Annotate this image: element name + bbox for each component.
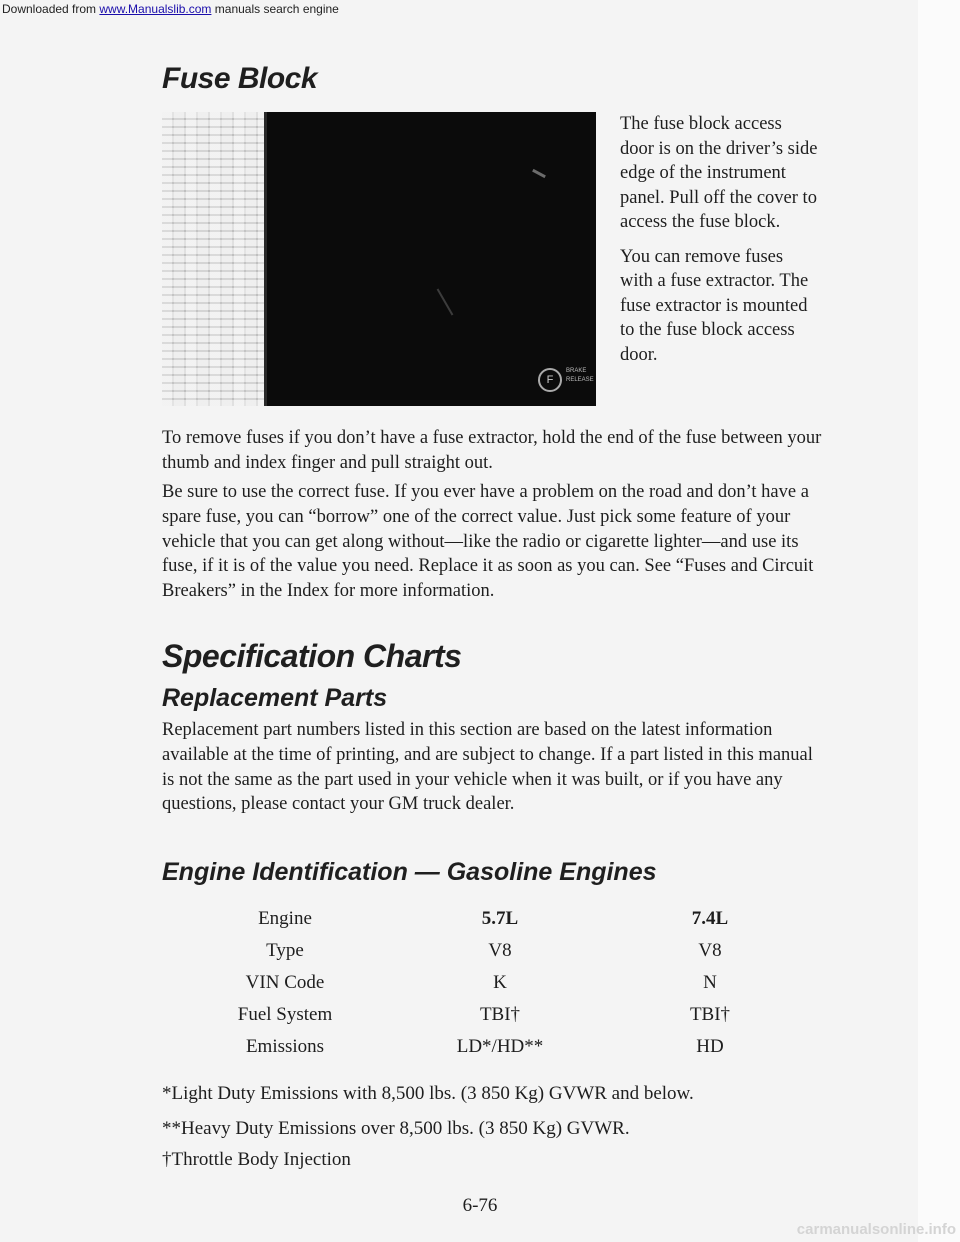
source-link[interactable]: www.Manualslib.com: [99, 2, 212, 16]
table-cell: HD: [696, 1036, 724, 1057]
page-margin: [918, 0, 960, 1242]
replacement-parts-paragraph: Replacement part numbers listed in this section are based on the latest information available at the time of printing, and are subject to change. If a part listed in this manual is not the same as the part used in your vehicle when it was built, or if you have any questions, please contact your GM truck dealer.: [162, 720, 813, 815]
table-cell: 7.4L: [691, 908, 729, 929]
table-row: [220, 967, 770, 999]
footnote-tbi: †Throttle Body Injection: [162, 1149, 351, 1170]
footnote-heavy-duty: **Heavy Duty Emissions over 8,500 lbs. (3 850 Kg) GVWR.: [162, 1118, 630, 1139]
brake-release-label: BRAKE RELEASE: [566, 368, 594, 383]
brake-release-knob-icon: F: [538, 368, 562, 392]
footnote-light-duty: *Light Duty Emissions with 8,500 lbs. (3 850 Kg) GVWR and below.: [162, 1083, 694, 1104]
table-cell: Engine: [258, 908, 312, 929]
table-cell: Fuel System: [237, 1004, 333, 1025]
source-prefix: Downloaded from: [2, 2, 100, 16]
table-cell: TBI†: [689, 1004, 731, 1025]
source-bar: [0, 0, 339, 18]
table-cell: LD*/HD**: [456, 1036, 544, 1057]
specification-charts-heading: Specification Charts: [162, 638, 462, 674]
table-cell: 5.7L: [481, 908, 519, 929]
table-cell: V8: [488, 940, 512, 961]
table-row: [220, 999, 770, 1031]
fuse-block-heading: Fuse Block: [162, 62, 318, 95]
table-row: [220, 1031, 770, 1063]
fuse-block-description: [620, 112, 820, 377]
side-paragraph: You can remove fuses with a fuse extractor. The fuse extractor is mounted to the fuse block access door.: [620, 246, 809, 365]
table-cell: V8: [698, 940, 722, 961]
table-cell: TBI†: [479, 1004, 521, 1025]
source-suffix: manuals search engine: [211, 2, 339, 16]
engine-identification-heading: Engine Identification — Gasoline Engines: [162, 858, 657, 886]
table-cell: Emissions: [245, 1036, 325, 1057]
replacement-parts-heading: Replacement Parts: [162, 684, 388, 712]
table-cell: Type: [266, 940, 304, 961]
table-cell: K: [493, 972, 507, 993]
access-door-panel: [162, 112, 264, 406]
correct-fuse-paragraph: Be sure to use the correct fuse. If you ever have a problem on the road and don’t have a spare fuse, you can “borrow” one of the correct value. Just pick some feature of your vehicle that you can get along without—like the radio or cigarette lighter—and use its fuse, if it is of the value you need. Replace it as soon as you can. See “Fuses and Circuit Breakers” in the Index for more information.: [162, 482, 814, 602]
table-cell: VIN Code: [245, 972, 325, 993]
table-row: [220, 903, 770, 935]
table-cell: N: [703, 972, 717, 993]
side-paragraph: The fuse block access door is on the driver’s side edge of the instrument panel. Pull off the cover to access the fuse block.: [620, 114, 818, 232]
remove-fuses-paragraph: To remove fuses if you don’t have a fuse extractor, hold the end of the fuse between your thumb and index finger and pull straight out.: [162, 428, 822, 473]
table-row: [220, 935, 770, 967]
engine-identification-table: [220, 903, 770, 1063]
page-number: 6-76: [462, 1195, 498, 1216]
watermark-logo: carmanualsonline.info: [796, 1221, 956, 1238]
fuse-block-photo: [162, 112, 596, 406]
